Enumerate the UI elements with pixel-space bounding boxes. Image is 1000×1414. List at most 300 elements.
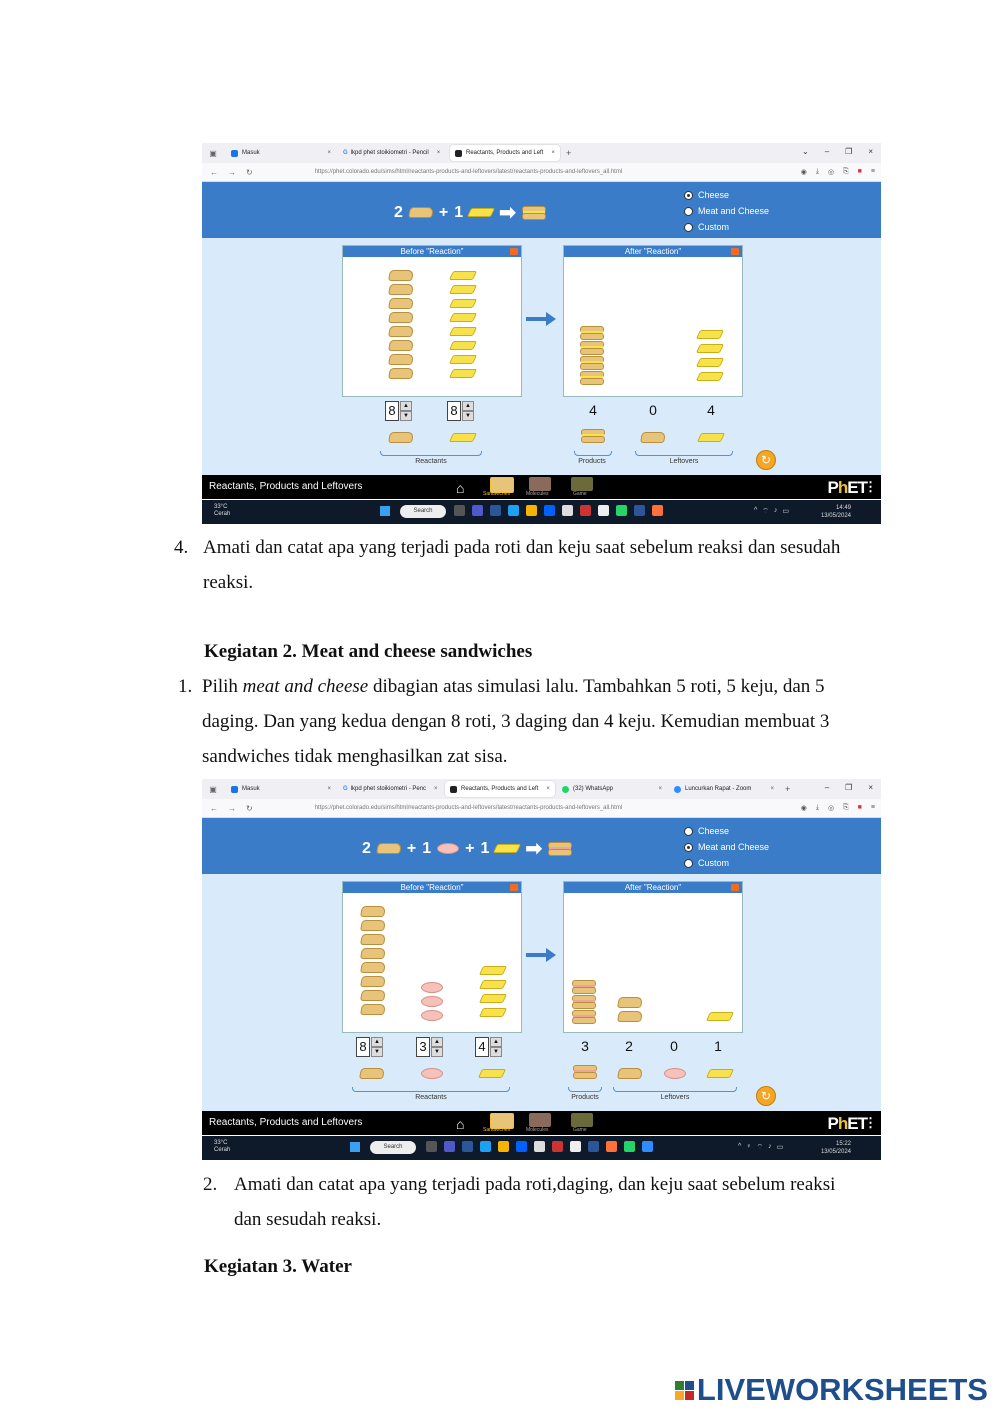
coefficient-cheese: 1 bbox=[480, 839, 490, 857]
pocket-icon[interactable]: ◉ bbox=[800, 169, 807, 176]
collapse-icon[interactable] bbox=[510, 248, 518, 255]
cheese-item bbox=[449, 327, 477, 336]
logo-grid-icon bbox=[675, 1381, 694, 1400]
meat-legend-icon bbox=[421, 1068, 443, 1079]
cheese-legend-icon bbox=[706, 1069, 734, 1078]
outlook-icon bbox=[231, 786, 238, 793]
arrow-down-icon[interactable]: ▼ bbox=[431, 1047, 443, 1057]
bread-item bbox=[360, 962, 386, 973]
bread-item bbox=[388, 312, 414, 323]
firefox-icon[interactable] bbox=[606, 1141, 617, 1152]
calendar-icon[interactable] bbox=[562, 505, 573, 516]
text-line: Amati dan catat apa yang terjadi pada roti dan keju saat sebelum reaksi dan sesudah bbox=[203, 537, 841, 558]
text-line bbox=[202, 669, 892, 704]
sandwich-item bbox=[580, 356, 604, 370]
zoom-icon bbox=[674, 786, 681, 793]
box-header bbox=[343, 246, 521, 257]
plus-sign: + bbox=[438, 203, 449, 221]
products-bracket bbox=[568, 1087, 602, 1092]
leftovers-bracket bbox=[613, 1087, 737, 1092]
taskbar-apps bbox=[454, 505, 663, 516]
leftover-cheese-count: 1 bbox=[714, 1038, 722, 1054]
logo-p: P bbox=[827, 478, 838, 497]
sandwich-item bbox=[572, 980, 596, 994]
edge-icon[interactable] bbox=[508, 505, 519, 516]
cheese-item bbox=[449, 313, 477, 322]
leftovers-label: Leftovers bbox=[669, 458, 699, 465]
tab-phet[interactable] bbox=[445, 781, 555, 797]
radio-dot[interactable] bbox=[684, 223, 693, 232]
radio-label: Cheese bbox=[698, 190, 730, 200]
item-number: 4. bbox=[174, 537, 189, 558]
sandwich-item bbox=[572, 995, 596, 1009]
close-icon[interactable]: × bbox=[551, 150, 555, 156]
cheese-quantity-stepper[interactable] bbox=[447, 401, 474, 421]
radio-label: Meat and Cheese bbox=[698, 842, 770, 852]
clock-time: 14:49 bbox=[835, 505, 851, 511]
download-icon[interactable]: ⤓ bbox=[815, 168, 819, 175]
equation-banner bbox=[202, 818, 881, 874]
whatsapp-icon[interactable] bbox=[624, 1141, 635, 1152]
url-bar bbox=[202, 163, 881, 182]
word-icon[interactable] bbox=[490, 505, 501, 516]
phet-logo[interactable] bbox=[828, 478, 867, 498]
reaction-arrow-icon bbox=[526, 312, 556, 326]
cheese-item bbox=[449, 341, 477, 350]
screenshot-cheese-sandwich bbox=[202, 143, 881, 524]
cheese-item bbox=[696, 330, 724, 339]
reactants-bracket bbox=[380, 451, 482, 456]
stepper-value[interactable]: 8 bbox=[356, 1037, 370, 1057]
pdf-icon[interactable]: ■ bbox=[857, 804, 862, 811]
cheese-icon bbox=[467, 208, 495, 217]
taskbar-search[interactable]: Search bbox=[370, 1141, 416, 1154]
reset-button[interactable]: ↻ bbox=[756, 450, 776, 470]
bread-item bbox=[388, 368, 414, 379]
bread-item bbox=[360, 948, 386, 959]
products-label: Products bbox=[578, 458, 606, 465]
tab-masuk[interactable] bbox=[226, 781, 336, 797]
item-number: 2. bbox=[203, 1174, 218, 1195]
bread-item bbox=[388, 354, 414, 365]
tab-label: Reactants, Products and Left bbox=[466, 150, 544, 156]
box-title: Before "Reaction" bbox=[400, 883, 464, 892]
pdf-icon[interactable]: ■ bbox=[857, 168, 862, 175]
item-number: 1. bbox=[178, 676, 193, 697]
home-icon[interactable]: ⌂ bbox=[456, 480, 465, 496]
menu-icon[interactable]: ≡ bbox=[870, 804, 875, 811]
taskbar-search[interactable]: Search bbox=[400, 505, 446, 518]
leftover-cheese-count: 4 bbox=[707, 402, 715, 418]
screen-sandwiches-label[interactable]: Sandwiches bbox=[483, 1127, 510, 1133]
chevron-up-icon[interactable]: ^ bbox=[754, 507, 758, 514]
battery-icon[interactable]: ▭ bbox=[782, 508, 790, 515]
word-doc-icon[interactable] bbox=[588, 1141, 599, 1152]
dropbox-icon[interactable] bbox=[544, 505, 555, 516]
text-run: Pilih bbox=[202, 676, 243, 697]
cheese-legend-icon bbox=[478, 1069, 506, 1078]
task-view-icon[interactable] bbox=[454, 505, 465, 516]
tab-label: Luncurkan Rapat - Zoom bbox=[685, 786, 752, 792]
wifi-icon[interactable]: ⌔ bbox=[762, 508, 769, 515]
task-view-icon[interactable] bbox=[426, 1141, 437, 1152]
radio-dot[interactable] bbox=[684, 859, 693, 868]
battery-icon[interactable]: ▭ bbox=[776, 1144, 784, 1151]
outlook-icon bbox=[231, 150, 238, 157]
phet-sim bbox=[202, 182, 881, 499]
phet-navbar bbox=[202, 475, 881, 499]
right-arrow-icon: ➡ bbox=[525, 838, 543, 860]
radio-cheese[interactable] bbox=[684, 826, 729, 836]
screenshot-meat-cheese-sandwich bbox=[202, 779, 881, 1160]
radio-custom[interactable] bbox=[684, 222, 729, 232]
coefficient-bread: 2 bbox=[394, 203, 403, 221]
close-icon[interactable]: × bbox=[868, 147, 873, 156]
coefficient-bread: 2 bbox=[362, 839, 371, 857]
screen-game-icon[interactable] bbox=[571, 477, 593, 491]
weather-widget[interactable] bbox=[214, 504, 230, 518]
forward-icon[interactable]: → bbox=[228, 803, 236, 813]
forward-icon[interactable]: → bbox=[228, 167, 236, 177]
liveworksheets-logo bbox=[675, 1372, 988, 1408]
screen-game-icon[interactable] bbox=[571, 1113, 593, 1127]
cheese-item bbox=[449, 271, 477, 280]
cheese-item bbox=[696, 358, 724, 367]
bread-icon bbox=[408, 207, 434, 218]
text-line: reaksi. bbox=[203, 572, 254, 593]
stepper-value[interactable]: 8 bbox=[447, 401, 461, 421]
bread-item bbox=[360, 976, 386, 987]
browser-tab-bar bbox=[202, 143, 881, 163]
bread-item bbox=[617, 1011, 643, 1022]
bread-quantity-stepper[interactable] bbox=[356, 1037, 383, 1057]
extension-icon[interactable]: ⎘ bbox=[843, 168, 849, 175]
meat-quantity-stepper[interactable] bbox=[416, 1037, 443, 1057]
tab-manager-icon[interactable]: ▣ bbox=[209, 784, 217, 794]
logo-rest: ET bbox=[847, 1114, 867, 1133]
phet-sim bbox=[202, 818, 881, 1135]
collapse-icon[interactable] bbox=[510, 884, 518, 891]
wifi-icon[interactable]: ⌔ bbox=[756, 1144, 764, 1151]
product-sandwich-count: 4 bbox=[589, 402, 597, 418]
reload-icon[interactable]: ↻ bbox=[246, 167, 253, 177]
text-line: daging. Dan yang kedua dengan 8 roti, 3 daging dan 4 keju. Kemudian membuat 3 bbox=[202, 711, 830, 732]
sandwich-item bbox=[580, 371, 604, 385]
box-title: Before "Reaction" bbox=[400, 247, 464, 256]
restore-icon[interactable]: ❐ bbox=[845, 783, 853, 792]
amazon-icon[interactable] bbox=[570, 1141, 581, 1152]
clock-date: 13/05/2024 bbox=[820, 1149, 851, 1155]
teams-icon[interactable] bbox=[472, 505, 483, 516]
meat-item bbox=[421, 1010, 443, 1021]
meat-item bbox=[421, 996, 443, 1007]
dropbox-icon[interactable] bbox=[516, 1141, 527, 1152]
logo-p: P bbox=[827, 1114, 838, 1133]
box-title: After "Reaction" bbox=[624, 883, 682, 892]
restore-icon[interactable]: ❐ bbox=[845, 147, 853, 156]
screen-molecules-label[interactable]: Molecules bbox=[526, 1127, 549, 1133]
radio-cheese[interactable] bbox=[684, 190, 729, 200]
sim-title: Reactants, Products and Leftovers bbox=[209, 1117, 363, 1128]
whatsapp-icon[interactable] bbox=[616, 505, 627, 516]
back-icon[interactable]: ← bbox=[210, 803, 218, 813]
reset-button[interactable]: ↻ bbox=[756, 1086, 776, 1106]
logo-h: h bbox=[837, 1114, 848, 1133]
cheese-legend-icon bbox=[449, 433, 477, 442]
leftovers-label: Leftovers bbox=[660, 1094, 690, 1101]
arrow-up-icon[interactable]: ▲ bbox=[371, 1037, 383, 1047]
google-icon: G bbox=[343, 786, 348, 792]
clock-date: 13/05/2024 bbox=[820, 513, 851, 519]
menu-icon[interactable]: ≡ bbox=[870, 168, 875, 175]
bread-quantity-stepper[interactable] bbox=[385, 401, 412, 421]
new-tab-icon[interactable]: + bbox=[785, 784, 791, 794]
bread-legend-icon bbox=[359, 1068, 385, 1079]
pocket-icon[interactable]: ◉ bbox=[800, 805, 807, 812]
cheese-item bbox=[706, 1012, 734, 1021]
cheese-item bbox=[449, 369, 477, 378]
products-label: Products bbox=[571, 1094, 599, 1101]
radio-meat-and-cheese[interactable] bbox=[684, 842, 769, 852]
mic-icon[interactable]: ♀ bbox=[746, 1143, 752, 1150]
radio-dot[interactable] bbox=[684, 191, 693, 200]
taskbar-clock[interactable] bbox=[821, 504, 851, 520]
stepper-value[interactable]: 8 bbox=[385, 401, 399, 421]
product-sandwich-count: 3 bbox=[581, 1038, 589, 1054]
close-icon[interactable]: × bbox=[436, 150, 441, 156]
account-icon[interactable]: ◎ bbox=[827, 169, 835, 176]
close-icon[interactable]: × bbox=[327, 786, 331, 792]
radio-label: Cheese bbox=[698, 826, 730, 836]
window-controls bbox=[802, 147, 873, 156]
item-2-text bbox=[234, 1167, 894, 1237]
extension-icon[interactable]: ⎘ bbox=[843, 804, 849, 811]
window-controls bbox=[825, 783, 873, 792]
bread-item bbox=[360, 920, 386, 931]
browser-tab-bar bbox=[202, 779, 881, 799]
chevron-up-icon[interactable]: ^ bbox=[738, 1143, 742, 1150]
before-reaction-box bbox=[342, 881, 522, 1033]
download-icon[interactable]: ⤓ bbox=[815, 804, 819, 811]
tab-label: (32) WhatsApp bbox=[573, 786, 614, 792]
weather-desc: Cerah bbox=[214, 1147, 231, 1153]
radio-label: Meat and Cheese bbox=[698, 206, 770, 216]
close-icon[interactable]: × bbox=[327, 150, 331, 156]
box-title: After "Reaction" bbox=[624, 247, 682, 256]
back-icon[interactable]: ← bbox=[210, 167, 218, 177]
taskbar-clock[interactable] bbox=[821, 1140, 851, 1156]
close-icon[interactable]: × bbox=[868, 783, 873, 792]
close-icon[interactable]: × bbox=[434, 786, 438, 792]
bread-icon bbox=[376, 843, 402, 854]
minimize-icon[interactable]: – bbox=[824, 783, 830, 792]
arrow-down-icon[interactable]: ▼ bbox=[462, 411, 474, 421]
arrow-down-icon[interactable]: ▼ bbox=[490, 1047, 502, 1057]
url-bar bbox=[202, 799, 881, 818]
text-line: dan sesudah reaksi. bbox=[234, 1209, 382, 1230]
taskbar-apps bbox=[426, 1141, 653, 1152]
screen-molecules-icon[interactable] bbox=[529, 477, 551, 491]
url-input[interactable]: https://phet.colorado.edu/sims/html/reactants-products-and-leftovers/latest/reactants-products-and-leftovers_all.html bbox=[314, 805, 623, 811]
right-arrow-icon: ➡ bbox=[499, 202, 516, 224]
item-4-text bbox=[203, 530, 893, 600]
tab-label: lkpd phet stoikiometri - Penc bbox=[350, 786, 427, 792]
mail-icon[interactable] bbox=[580, 505, 591, 516]
equation bbox=[362, 836, 572, 861]
meat-legend-icon bbox=[664, 1068, 686, 1079]
windows-start-icon[interactable] bbox=[380, 506, 390, 516]
leftover-meat-count: 0 bbox=[670, 1038, 678, 1054]
bread-item bbox=[360, 990, 386, 1001]
phet-navbar bbox=[202, 1111, 881, 1135]
tab-manager-icon[interactable]: ▣ bbox=[209, 148, 217, 158]
screen-game-label[interactable]: Game bbox=[573, 491, 587, 497]
logo-rest: ET bbox=[847, 478, 867, 497]
tab-lkpd[interactable] bbox=[338, 781, 443, 797]
edge-icon[interactable] bbox=[480, 1141, 491, 1152]
sandwich-legend-icon bbox=[581, 429, 605, 443]
phet-logo[interactable] bbox=[828, 1114, 867, 1134]
windows-start-icon[interactable] bbox=[350, 1142, 360, 1152]
bread-item bbox=[617, 997, 643, 1008]
leftover-bread-count: 0 bbox=[649, 402, 657, 418]
meat-icon bbox=[437, 843, 459, 854]
radio-meat-and-cheese[interactable] bbox=[684, 206, 769, 216]
products-bracket bbox=[574, 451, 612, 456]
radio-dot[interactable] bbox=[684, 843, 693, 852]
tab-label: Reactants, Products and Left bbox=[461, 786, 539, 792]
section-heading-3: Kegiatan 3. Water bbox=[204, 1256, 352, 1277]
speaker-icon[interactable]: ♪ bbox=[768, 1143, 772, 1150]
arrow-up-icon[interactable]: ▲ bbox=[431, 1037, 443, 1047]
calendar-icon[interactable] bbox=[534, 1141, 545, 1152]
leftovers-bracket bbox=[635, 451, 733, 456]
meat-item bbox=[421, 982, 443, 993]
item-1-text bbox=[202, 669, 892, 774]
tab-label: lkpd phet stoikiometri - Pencil bbox=[350, 150, 429, 156]
sandwich-item bbox=[572, 1010, 596, 1024]
chevron-down-icon[interactable]: ⌄ bbox=[802, 147, 809, 156]
mail-icon[interactable] bbox=[552, 1141, 563, 1152]
screen-sandwiches-label[interactable]: Sandwiches bbox=[483, 491, 510, 497]
sandwich-icon bbox=[548, 842, 572, 856]
bread-legend-icon bbox=[617, 1068, 643, 1079]
teams-icon[interactable] bbox=[444, 1141, 455, 1152]
minimize-icon[interactable]: – bbox=[824, 147, 830, 156]
tab-label: Masuk bbox=[242, 150, 260, 156]
tab-phet[interactable] bbox=[450, 145, 560, 161]
cheese-item bbox=[449, 355, 477, 364]
weather-widget[interactable] bbox=[214, 1140, 230, 1154]
screen-molecules-label[interactable]: Molecules bbox=[526, 491, 549, 497]
zoom-icon[interactable] bbox=[642, 1141, 653, 1152]
phet-icon bbox=[455, 150, 462, 157]
radio-label: Custom bbox=[698, 222, 730, 232]
weather-temp: 33°C bbox=[214, 504, 228, 510]
after-reaction-box bbox=[563, 881, 743, 1033]
bread-item bbox=[360, 1004, 386, 1015]
tab-zoom[interactable] bbox=[669, 781, 779, 797]
close-icon[interactable]: × bbox=[770, 786, 774, 792]
coefficient-cheese: 1 bbox=[454, 203, 464, 221]
arrow-up-icon[interactable]: ▲ bbox=[400, 401, 412, 411]
phet-icon bbox=[450, 786, 457, 793]
text-run: dibagian atas simulasi lalu. Tambahkan 5 roti, 5 keju, dan 5 bbox=[368, 676, 825, 697]
phet-menu-icon[interactable]: ⋮ bbox=[864, 479, 877, 494]
url-input[interactable]: https://phet.colorado.edu/sims/html/reactants-products-and-leftovers/latest/reactants-products-and-leftovers_all.html bbox=[314, 169, 623, 175]
amazon-icon[interactable] bbox=[598, 505, 609, 516]
cheese-item bbox=[449, 299, 477, 308]
tab-masuk[interactable] bbox=[226, 145, 336, 161]
reaction-arrow-icon bbox=[526, 948, 556, 962]
close-icon[interactable]: × bbox=[546, 786, 550, 792]
word-icon[interactable] bbox=[462, 1141, 473, 1152]
bread-legend-icon bbox=[388, 432, 414, 443]
cheese-item bbox=[479, 966, 507, 975]
word-doc-icon[interactable] bbox=[634, 505, 645, 516]
screen-game-label[interactable]: Game bbox=[573, 1127, 587, 1133]
firefox-icon[interactable] bbox=[652, 505, 663, 516]
phet-menu-icon[interactable]: ⋮ bbox=[864, 1115, 877, 1130]
close-icon[interactable]: × bbox=[658, 786, 662, 792]
collapse-icon[interactable] bbox=[731, 248, 739, 255]
tab-whatsapp[interactable] bbox=[557, 781, 667, 797]
bread-item bbox=[388, 270, 414, 281]
explorer-icon[interactable] bbox=[498, 1141, 509, 1152]
collapse-icon[interactable] bbox=[731, 884, 739, 891]
sandwich-icon bbox=[522, 206, 546, 220]
arrow-down-icon[interactable]: ▼ bbox=[371, 1047, 383, 1057]
text-line: sandwiches tidak menghasilkan zat sisa. bbox=[202, 746, 508, 767]
bread-item bbox=[388, 340, 414, 351]
reactants-bracket bbox=[352, 1087, 510, 1092]
arrow-up-icon[interactable]: ▲ bbox=[490, 1037, 502, 1047]
weather-temp: 33°C bbox=[214, 1140, 228, 1146]
stepper-value[interactable]: 4 bbox=[475, 1037, 489, 1057]
arrow-up-icon[interactable]: ▲ bbox=[462, 401, 474, 411]
equation bbox=[394, 200, 546, 225]
cheese-quantity-stepper[interactable] bbox=[475, 1037, 502, 1057]
sim-title: Reactants, Products and Leftovers bbox=[209, 481, 363, 492]
equation-banner bbox=[202, 182, 881, 238]
text-line: Amati dan catat apa yang terjadi pada roti,daging, dan keju saat sebelum reaksi bbox=[234, 1174, 836, 1195]
cheese-item bbox=[479, 1008, 507, 1017]
speaker-icon[interactable]: ♪ bbox=[773, 507, 778, 514]
windows-taskbar bbox=[202, 1136, 881, 1160]
radio-dot[interactable] bbox=[684, 827, 693, 836]
new-tab-icon[interactable]: + bbox=[566, 148, 572, 158]
arrow-down-icon[interactable]: ▼ bbox=[400, 411, 412, 421]
cheese-item bbox=[479, 980, 507, 989]
home-icon[interactable]: ⌂ bbox=[456, 1116, 465, 1132]
radio-dot[interactable] bbox=[684, 207, 693, 216]
logo-h: h bbox=[837, 478, 848, 497]
bread-item bbox=[360, 906, 386, 917]
account-icon[interactable]: ◎ bbox=[827, 805, 835, 812]
reload-icon[interactable]: ↻ bbox=[246, 803, 253, 813]
reactants-label: Reactants bbox=[415, 1094, 447, 1101]
radio-label: Custom bbox=[698, 858, 730, 868]
screen-molecules-icon[interactable] bbox=[529, 1113, 551, 1127]
radio-custom[interactable] bbox=[684, 858, 729, 868]
cheese-item bbox=[479, 994, 507, 1003]
explorer-icon[interactable] bbox=[526, 505, 537, 516]
stepper-value[interactable]: 3 bbox=[416, 1037, 430, 1057]
tab-lkpd[interactable] bbox=[338, 145, 448, 161]
box-header bbox=[564, 246, 742, 257]
section-heading-2: Kegiatan 2. Meat and cheese sandwiches bbox=[204, 641, 533, 662]
cheese-item bbox=[449, 285, 477, 294]
